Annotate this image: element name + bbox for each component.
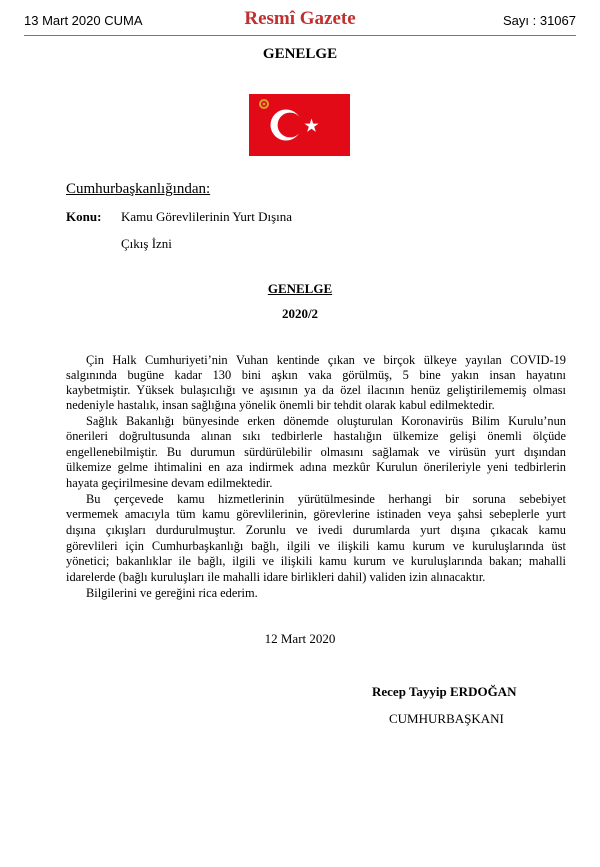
issue-number: Sayı : 31067 — [503, 13, 576, 28]
body-line: Sağlık Bakanlığı bünyesinde erken dönemde oluşturulan Koronavirüs Bilim Kurulu’nun — [86, 414, 566, 428]
body-line: yönetici; bakanlıklar ile bağlı, ilgili ve ilişkili kamu kurum ve kuruluşlarında bakan; mahalli — [66, 554, 566, 568]
signer-title: CUMHURBAŞKANI — [389, 711, 504, 726]
circular-title: GENELGE — [267, 281, 333, 296]
body-line: idarelerde (bağlı kuruluşları ile mahalli idare birlikleri dahil) validen izin alınacaktır. — [66, 570, 486, 584]
gazette-title: Resmî Gazete — [244, 8, 356, 29]
body-line: görevlileri için Cumhurbaşkanlığı bağlı, ilgili ve ilişkili kamu kurum ve kuruluşlarında üst — [66, 539, 566, 553]
body-line: nedeniyle hastalık, insan sağlığına yönelik önemli bir tehdit olarak kabul edilmektedir. — [66, 398, 495, 412]
presidential-seal-icon — [259, 99, 269, 109]
body-line: kaybetmiştir. Yüksek bulaşıcılığı ve aşısının ya da özel ilacının henüz geliştirilememiş olması — [66, 383, 566, 397]
body-line: Çin Halk Cumhuriyeti’nin Vuhan kentinde çıkan ve birçok ülkeye yayılan COVID-19 — [86, 353, 566, 367]
body-line: engellenebilmiştir. Bu durumun sürdürülebilir olmasını sağlamak ve virüsün yurt dışından — [66, 445, 566, 459]
issuer: Cumhurbaşkanlığından: — [66, 181, 211, 197]
subject-line: Çıkış İzni — [121, 236, 172, 251]
body-line: vermemek amacıyla tüm kamu görevlilerinin, görevlerine istinaden veya şahsi sebeplerle yurt — [66, 507, 566, 521]
body-line: dışına çıkışları durdurulmuştur. Zorunlu ve ivedi durumlarda yurt dışına çıkacak kamu — [66, 523, 566, 537]
subject-label: Konu: — [66, 209, 102, 224]
body-line: önerileri doğrultusunda alınan sıkı tedbirlerle hastalığın ülkemize gelişi önemli ölçüde — [66, 429, 566, 443]
subject-line: Kamu Görevlilerinin Yurt Dışına — [121, 209, 293, 224]
body-line: Bu çerçevede kamu hizmetlerinin yürütülmesinde herhangi bir soruna sebebiyet — [86, 492, 566, 506]
circular-number: 2020/2 — [281, 306, 319, 321]
document-type: GENELGE — [262, 46, 338, 62]
header-date: 13 Mart 2020 CUMA — [24, 13, 143, 28]
header-divider — [24, 35, 576, 36]
document-date: 12 Mart 2020 — [264, 631, 336, 646]
turkish-flag-icon — [249, 94, 350, 156]
signer-name: Recep Tayyip ERDOĞAN — [372, 684, 517, 699]
body-line: salgınında bugüne kadar 130 bini aşkın vaka görülmüş, 5 bine yakın insan hayatını — [66, 368, 566, 382]
body-line: hayata geçirilmesine devam edilmektedir. — [66, 476, 273, 490]
body-line: ülkemize gelme ihtimalini en aza indirmek adına mezkûr Kurulun önerileriyle yeni tedbirlerin — [66, 460, 566, 474]
body-line: Bilgilerini ve gereğini rica ederim. — [86, 586, 258, 600]
